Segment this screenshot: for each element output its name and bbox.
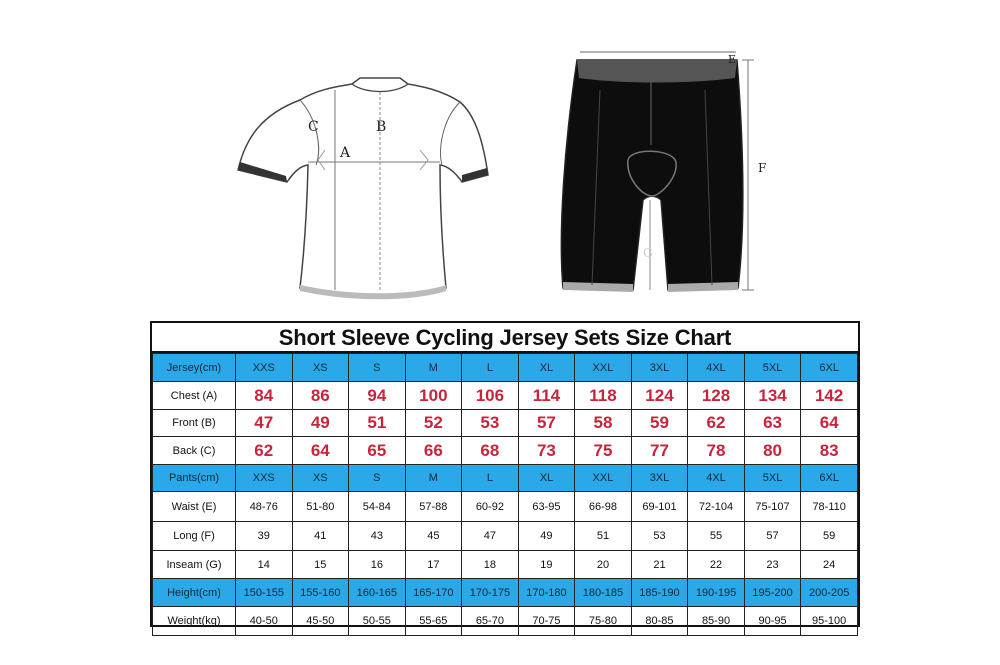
jersey-row-cell: 114 — [518, 382, 575, 410]
shorts-diagram — [561, 52, 766, 292]
size-table — [152, 353, 858, 636]
jersey-row-cell: 100 — [405, 382, 462, 410]
pants-row-cell: 69-101 — [631, 492, 688, 522]
pants-row-cell: 20 — [575, 551, 632, 579]
jersey-row-cell: 128 — [688, 382, 745, 410]
weight-row-cell: 65-70 — [462, 607, 519, 636]
height-header-row-cell: 150-155 — [236, 579, 293, 607]
height-header-row-label: Height(cm) — [153, 579, 236, 607]
pants-row-cell: 41 — [292, 522, 349, 551]
height-header-row-cell: 195-200 — [744, 579, 801, 607]
jersey-header-row-cell: XS — [292, 354, 349, 382]
pants-row-cell: 24 — [801, 551, 858, 579]
jersey-row-cell: 134 — [744, 382, 801, 410]
height-header-row-cell: 160-165 — [349, 579, 406, 607]
chart-title: Short Sleeve Cycling Jersey Sets Size Chart — [152, 323, 858, 353]
jersey-header-row-label: Jersey(cm) — [153, 354, 236, 382]
jersey-row-cell: 106 — [462, 382, 519, 410]
pants-row-cell: 72-104 — [688, 492, 745, 522]
pants-row-cell: 18 — [462, 551, 519, 579]
jersey-header-row-cell: M — [405, 354, 462, 382]
jersey-diagram — [238, 78, 488, 299]
jersey-header-row-cell: 4XL — [688, 354, 745, 382]
pants-row-cell: 17 — [405, 551, 462, 579]
height-header-row-cell: 200-205 — [801, 579, 858, 607]
jersey-row — [153, 382, 858, 410]
jersey-row-cell: 62 — [688, 410, 745, 437]
pants-row-cell: 22 — [688, 551, 745, 579]
jersey-row-cell: 53 — [462, 410, 519, 437]
height-header-row-cell: 190-195 — [688, 579, 745, 607]
jersey-row-cell: 52 — [405, 410, 462, 437]
pants-row-cell: 60-92 — [462, 492, 519, 522]
pants-header-row-cell: L — [462, 465, 519, 492]
pants-row-cell: 54-84 — [349, 492, 406, 522]
jersey-label-b: B — [376, 119, 387, 135]
pants-row-cell: 16 — [349, 551, 406, 579]
pants-header-row-cell: XL — [518, 465, 575, 492]
pants-header-row-cell: 6XL — [801, 465, 858, 492]
jersey-row-cell: 94 — [349, 382, 406, 410]
weight-row-cell: 70-75 — [518, 607, 575, 636]
jersey-header-row-cell: L — [462, 354, 519, 382]
height-header-row-cell: 165-170 — [405, 579, 462, 607]
jersey-row-cell: 86 — [292, 382, 349, 410]
pants-row-label: Long (F) — [153, 522, 236, 551]
pants-row-label: Waist (E) — [153, 492, 236, 522]
jersey-row-cell: 63 — [744, 410, 801, 437]
pants-header-row-label: Pants(cm) — [153, 465, 236, 492]
pants-row-cell: 78-110 — [801, 492, 858, 522]
jersey-header-row-cell: 6XL — [801, 354, 858, 382]
pants-row-cell: 47 — [462, 522, 519, 551]
pants-row-label: Inseam (G) — [153, 551, 236, 579]
weight-row-cell: 85-90 — [688, 607, 745, 636]
jersey-label-c: C — [308, 119, 319, 135]
jersey-row-cell: 47 — [236, 410, 293, 437]
shorts-label-g: G — [643, 246, 653, 260]
jersey-row-cell: 59 — [631, 410, 688, 437]
jersey-row-cell: 142 — [801, 382, 858, 410]
jersey-header-row-cell: S — [349, 354, 406, 382]
jersey-header-row-cell: XL — [518, 354, 575, 382]
jersey-row-cell: 124 — [631, 382, 688, 410]
pants-row-cell: 59 — [801, 522, 858, 551]
pants-row-cell: 23 — [744, 551, 801, 579]
weight-row-cell: 40-50 — [236, 607, 293, 636]
height-header-row-cell: 180-185 — [575, 579, 632, 607]
pants-row-cell: 53 — [631, 522, 688, 551]
pants-row — [153, 522, 858, 551]
jersey-header-row-cell: 5XL — [744, 354, 801, 382]
pants-row-cell: 21 — [631, 551, 688, 579]
pants-row-cell: 51-80 — [292, 492, 349, 522]
pants-row-cell: 51 — [575, 522, 632, 551]
weight-row-cell: 45-50 — [292, 607, 349, 636]
jersey-row-cell: 62 — [236, 437, 293, 465]
jersey-row-cell: 84 — [236, 382, 293, 410]
jersey-row-cell: 58 — [575, 410, 632, 437]
pants-row-cell: 75-107 — [744, 492, 801, 522]
jersey-row-cell: 49 — [292, 410, 349, 437]
pants-header-row-cell: S — [349, 465, 406, 492]
jersey-row-label: Back (C) — [153, 437, 236, 465]
pants-header-row-cell: 3XL — [631, 465, 688, 492]
jersey-row-cell: 80 — [744, 437, 801, 465]
shorts-label-e: E — [728, 53, 737, 66]
jersey-row-cell: 68 — [462, 437, 519, 465]
weight-row-cell: 55-65 — [405, 607, 462, 636]
pants-row-cell: 57 — [744, 522, 801, 551]
weight-row-cell: 95-100 — [801, 607, 858, 636]
weight-row-label: Weight(kg) — [153, 607, 236, 636]
weight-row-cell: 50-55 — [349, 607, 406, 636]
jersey-header-row-cell: XXL — [575, 354, 632, 382]
jersey-row-cell: 77 — [631, 437, 688, 465]
height-header-row-cell: 170-175 — [462, 579, 519, 607]
jersey-row-cell: 66 — [405, 437, 462, 465]
jersey-header-row-cell: 3XL — [631, 354, 688, 382]
pants-row-cell: 39 — [236, 522, 293, 551]
pants-row-cell: 49 — [518, 522, 575, 551]
height-header-row — [153, 579, 858, 607]
pants-row-cell: 63-95 — [518, 492, 575, 522]
height-header-row-cell: 170-180 — [518, 579, 575, 607]
garment-illustration — [0, 0, 1000, 310]
jersey-row-cell: 64 — [292, 437, 349, 465]
pants-header-row-cell: 5XL — [744, 465, 801, 492]
jersey-row-cell: 118 — [575, 382, 632, 410]
jersey-row — [153, 410, 858, 437]
pants-row-cell: 57-88 — [405, 492, 462, 522]
pants-row-cell: 55 — [688, 522, 745, 551]
size-chart — [150, 321, 860, 627]
weight-row — [153, 607, 858, 636]
jersey-header-row-cell: XXS — [236, 354, 293, 382]
pants-row — [153, 492, 858, 522]
weight-row-cell: 90-95 — [744, 607, 801, 636]
pants-row-cell: 43 — [349, 522, 406, 551]
pants-row — [153, 551, 858, 579]
pants-header-row-cell: XXL — [575, 465, 632, 492]
pants-header-row-cell: 4XL — [688, 465, 745, 492]
pants-header-row-cell: M — [405, 465, 462, 492]
pants-row-cell: 45 — [405, 522, 462, 551]
jersey-row-cell: 65 — [349, 437, 406, 465]
jersey-row — [153, 437, 858, 465]
jersey-row-label: Chest (A) — [153, 382, 236, 410]
pants-row-cell: 14 — [236, 551, 293, 579]
pants-header-row-cell: XS — [292, 465, 349, 492]
weight-row-cell: 80-85 — [631, 607, 688, 636]
jersey-header-row — [153, 354, 858, 382]
height-header-row-cell: 185-190 — [631, 579, 688, 607]
jersey-row-cell: 83 — [801, 437, 858, 465]
jersey-row-cell: 51 — [349, 410, 406, 437]
pants-row-cell: 19 — [518, 551, 575, 579]
pants-row-cell: 66-98 — [575, 492, 632, 522]
pants-row-cell: 48-76 — [236, 492, 293, 522]
pants-row-cell: 15 — [292, 551, 349, 579]
pants-header-row — [153, 465, 858, 492]
height-header-row-cell: 155-160 — [292, 579, 349, 607]
jersey-row-cell: 75 — [575, 437, 632, 465]
pants-header-row-cell: XXS — [236, 465, 293, 492]
shorts-label-f: F — [758, 161, 767, 175]
jersey-row-cell: 78 — [688, 437, 745, 465]
jersey-row-label: Front (B) — [153, 410, 236, 437]
jersey-row-cell: 57 — [518, 410, 575, 437]
jersey-row-cell: 73 — [518, 437, 575, 465]
weight-row-cell: 75-80 — [575, 607, 632, 636]
jersey-label-a: A — [340, 145, 351, 161]
jersey-row-cell: 64 — [801, 410, 858, 437]
